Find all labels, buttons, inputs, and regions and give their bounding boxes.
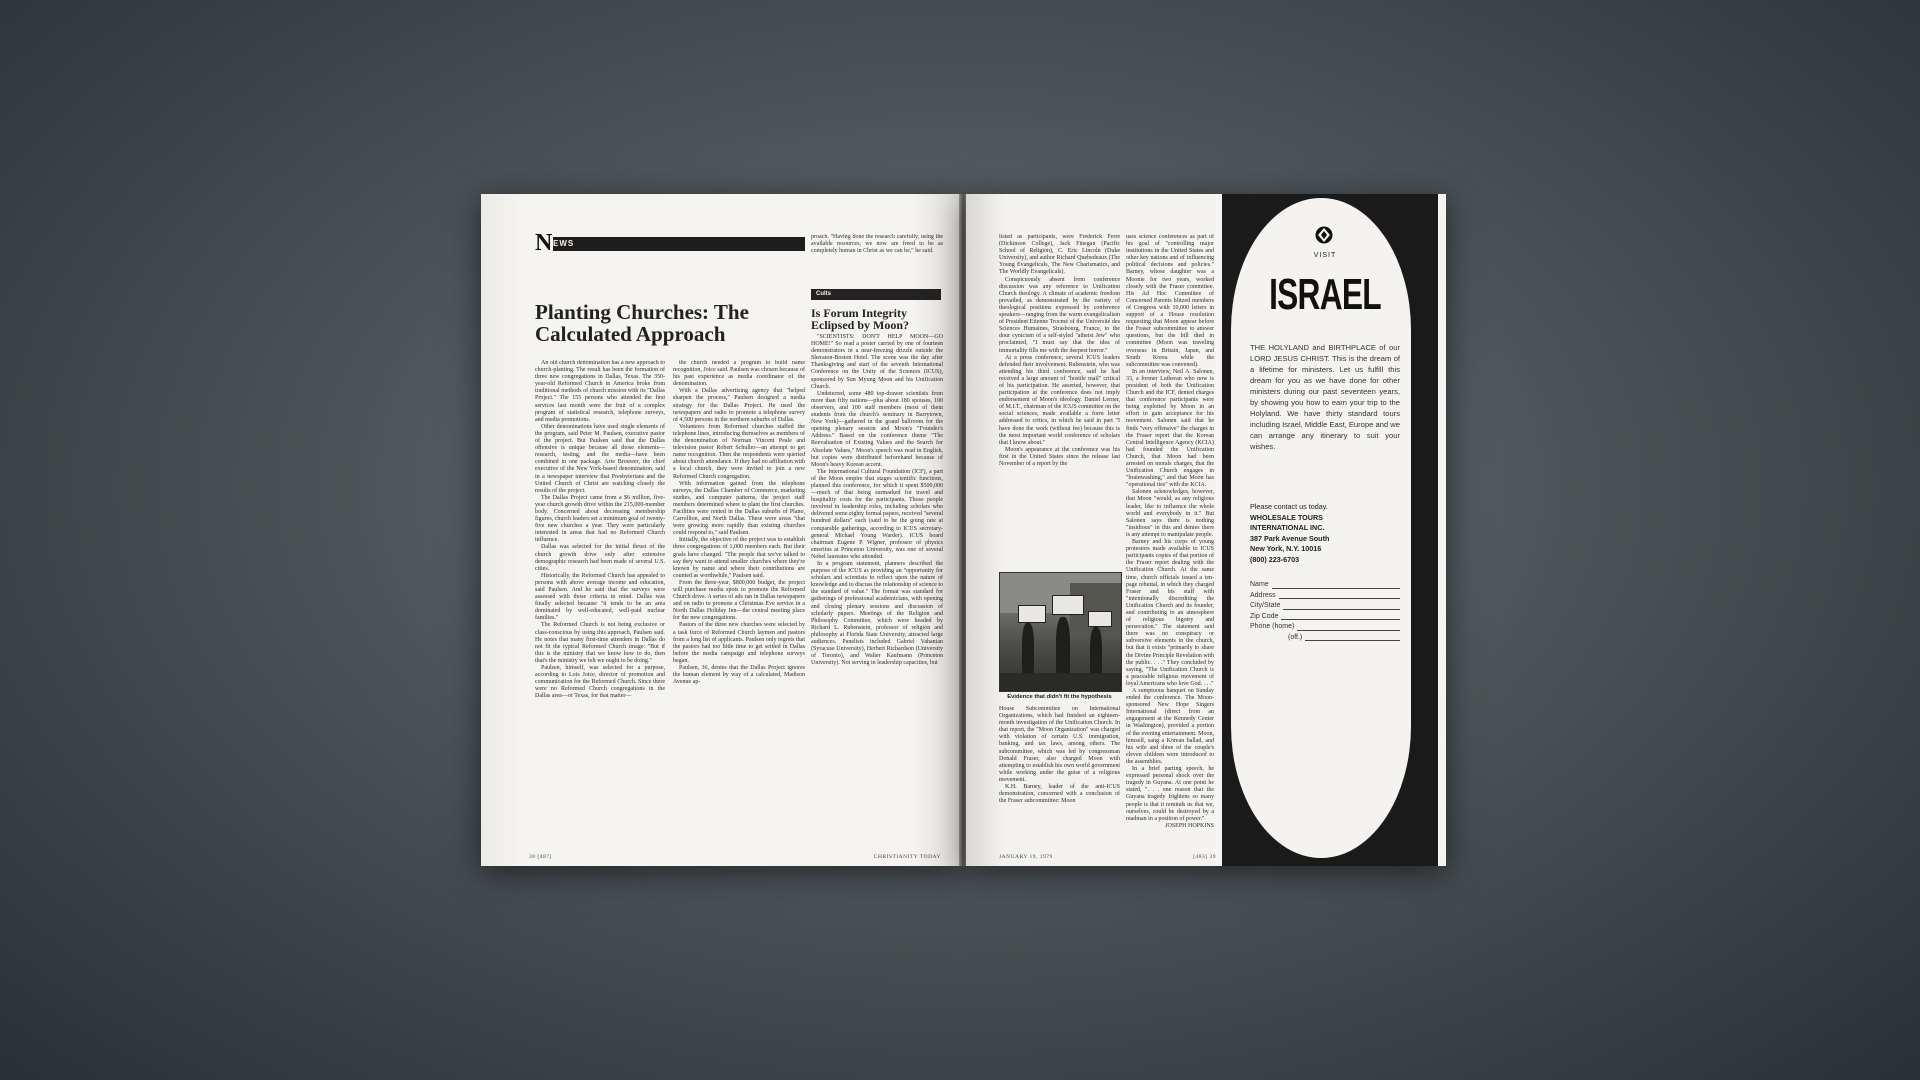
- form-label: (off.): [1288, 633, 1303, 641]
- paragraph: "SCIENTISTS: DON'T HELP MOON—GO HOME!" So read a poster carried by one of fourteen demonstrators in a near-freezing drizzle outside the Sheraton-Boston Hotel. The scene was the day after Thanksgiving and start of the seventh International Conference on the Unity of the Sciences (ICUS), sponsored by Sun Myung Moon and his Unification Church.: [811, 334, 943, 390]
- paragraph: With a Dallas advertising agency that "helped sharpen the process," Paulsen designed a media strategy for the Dallas Project. He used the newspapers and radio to promote a telephone survey of 4,500 persons in the northern suburbs of Dallas.: [673, 388, 805, 423]
- form-row-phone-office: [1250, 633, 1400, 644]
- magazine-spread: [481, 194, 1446, 866]
- ad-coupon-form: [1250, 580, 1400, 643]
- paragraph: From the three-year, $800,000 budget, the project will purchase media spots to promote the Reformed Church drive. A series of ads ran in Dallas newspapers and on radio to promote a Christmas Eve service in a North Dallas Holiday Inn—the central meeting place for the new congregations.: [673, 579, 805, 622]
- article-column-2: [673, 360, 805, 838]
- paragraph: K.H. Barney, leader of the anti-ICUS demonstration, concerned with a conclusion of the Fraser subcommittee: Moon: [999, 784, 1120, 805]
- paragraph: The Dallas Project came from a $6 million, five-year church growth drive within the 215,000-member body. Concerned about decreasing membership figures, church leaders set a minimum goal of twenty-five new churches a year. They were particularly interested in areas that had no Reformed Church influence.: [535, 494, 665, 544]
- paragraph: In a program statement, planners described the purpose of the ICUS as providing an "opportunity for scholars and scientists to reflect upon the nature of knowledge and to discuss the relationship of science to the standard of value." The format was standard for gatherings of professional academicians, with opening and closing plenary sessions and discussion of scholarly papers. Meetings of the Religion and Philosophy Committee, which were headed by Richard L. Rubenstein, professor of religion and philosophy at Florida State University, attracted large audiences. Panelists included Gabriel Vahanian (Syracuse University), Herbert Richardson (University of Toronto), and Walter Kaufmann (Princeton University). Not serving in leadership capacities, but: [811, 561, 943, 667]
- form-line: [1305, 633, 1400, 642]
- photo-street: [1000, 673, 1121, 691]
- ad-company-line-1: WHOLESALE TOURS: [1250, 512, 1323, 522]
- news-initial-letter: N: [535, 230, 553, 256]
- article-column-1: [535, 360, 665, 838]
- article-column-5: [1126, 234, 1214, 846]
- paragraph: The Reformed Church is not being exclusive or class-conscious by using this approach, Paulsen said. He notes that many first-time attenders in Dallas do not fit the typical Reformed Church image: "But if this is the ministry that we know how to do, then that's the ministry we felt we ought to be doing.": [535, 622, 665, 664]
- ad-company-line-2: INTERNATIONAL INC.: [1250, 523, 1325, 532]
- israel-tour-ad: [1222, 194, 1438, 866]
- paragraph: Initially, the objective of the project was to establish three congregations of 1,000 members each. But their goals have changed. "The people that we've talked to say they want to attend smaller churches where they're known by name and where their contributions are counted as worthwhile," Paulsen said.: [673, 537, 805, 579]
- protest-sign: [1018, 605, 1046, 623]
- news-section-label: EWS: [553, 239, 575, 248]
- issue-number: [483]: [1193, 854, 1208, 860]
- paragraph: With information gained from the telephone surveys, the Dallas Chamber of Commerce, marketing studies, and computer patterns, the project staff members determined where to plant the first churches. Facilities were rented in the Dallas suburbs of Plano, Carrollton, and North Dallas. These were areas "that were growing more rapidly than existing churches could respond to," said Paulsen.: [673, 480, 805, 537]
- paragraph: Barney and his corps of young protestors made available to ICUS participants copies of that portion of the Fraser report dealing with the Unification Church. At the same time, church officials issued a ten-page rebuttal, in which they charged Fraser and his staff with "intentionally discrediting the Unification Church and its founder, and contributing to an atmosphere of religious bigotry and persecution." The statement said there was no conspiracy or subversive elements in the church, but that it exists "primarily to share the Divine Principle Revelation with the public. . . ." They concluded by saying, "The Unification Church is a peaceable religious movement of loyal Americans who love God. . . .": [1126, 539, 1214, 687]
- paragraph: In an interview, Neil A. Salonen, 33, a former Lutheran who now is president of both the Unification Church and the ICF, denied charges that conference participants were being exploited by Moon in an effort to gain acceptance for his movement. Salonen said that he finds "very offensive" the charges in the Fraser report that the Korean Central Intelligence Agency (KCIA) had founded the Unification Church, that Moon had been arrested on morals charges, that the Unification Church engages in "brainwashing," and that Moon has "operational ties" with the KCIA.: [1126, 368, 1214, 489]
- article-column-3: [811, 334, 943, 838]
- page-number: 39: [1209, 854, 1216, 860]
- demonstration-photo: [999, 572, 1122, 692]
- article-column-4-bottom: [999, 706, 1120, 846]
- protest-sign: [1052, 595, 1084, 615]
- article-column-4: [999, 234, 1120, 564]
- paragraph: The International Cultural Foundation (ICF), a part of the Moon empire that stages scientific functions, planned this conference, for which it spent $500,000—much of that being earmarked for travel and hospitality costs for the participants. Those people involved in leadership roles, including scholars who delivered some eighty formal papers, received "several hundred dollars" each (said to be the going rate at comparable gatherings, according to ICUS secretary-general Michael Young Warder). ICUS board chairman Eugene P. Wigner, professor of physics emeritus at Princeton University, was one of several Nobel laureates who attended.: [811, 468, 943, 560]
- form-line: [1281, 612, 1400, 621]
- ad-phone: (800) 223-6703: [1250, 554, 1300, 564]
- form-row-phone-home: [1250, 622, 1400, 633]
- form-label: City/State: [1250, 602, 1281, 609]
- protester: [1022, 623, 1034, 673]
- form-label: Name: [1250, 581, 1269, 588]
- article-column-3-top: [811, 234, 943, 276]
- ad-address-line-1: 387 Park Avenue South: [1250, 533, 1330, 543]
- paragraph: Dallas was selected for the initial thrust of the church growth drive only after extensive demographic research had been made of several U.S. cities.: [535, 544, 665, 572]
- page-number: 38: [529, 854, 536, 860]
- issue-number: [487]: [537, 854, 552, 860]
- right-page: [966, 194, 1446, 866]
- paragraph: Volunteers from Reformed churches staffed the telephone lines, introducing themselves as members of the denomination of Norman Vincent Peale and television pastor Robert Schuller—an attempt to get name recognition. Then the respondents were queried about church attendance. If they had no affiliation with a local church, they were invited to join a new Reformed Church congregation.: [673, 423, 805, 480]
- protester: [1090, 627, 1102, 677]
- protester: [1056, 617, 1070, 677]
- folio-right: [1193, 854, 1216, 860]
- byline: JOSEPH HOPKINS: [1165, 822, 1214, 829]
- news-section-bar: [535, 237, 805, 251]
- paragraph: At a press conference, several ICUS leaders defended their involvement. Rubenstein, who was attending his third conference, said he had received a large amount of "hostile mail" critical of his participation. He asserted, however, that participation at the conference does not imply endorsement of Moon's ideology. Daniel Lerner, of M.I.T., chairman of the ICUS committee on the social sciences, made available a form letter addressed to critics, in which he said in part "I have done the work (without fee) because this is the most important world conference of scholars that I know about.": [999, 354, 1120, 446]
- ad-contact-intro: Please contact us today.: [1250, 502, 1328, 511]
- paragraph: House Subcommittee on International Organizations, which had finished an eighteen-month investigation of the Unification Church. In that report, the "Moon Organization" was charged with violation of certain U.S. immigration, banking, and tax laws, among others. The subcommittee, which was led by congressman Donald Fraser, also charged Moon with attempting to establish his own world government while working under the guise of a religious movement.: [999, 706, 1120, 783]
- ad-contact: [1250, 502, 1400, 565]
- paragraph: In a brief parting speech, he expressed personal shock over the tragedy in Guyana. At one point he stated, ". . . one reason that the Guyana tragedy frightens so many people is that it reminds us that we, ourselves, could be destroyed by a madman in a position of power.": [1126, 766, 1214, 822]
- paragraph: proach. "Having done the research carefully, using the available resources, we now are freed to be as completely human in Christ as we can be," he said.: [811, 234, 943, 255]
- article-headline: Planting Churches: The Calculated Approach: [535, 300, 749, 346]
- paragraph: Salonen acknowledges, however, that Moon "would, as any religious leader, like to influence the whole world and everybody in it." But Salonen says there is nothing "insidious" in this and denies there is any attempt to manipulate people.: [1126, 489, 1214, 538]
- paragraph: Paulsen, 36, denies that the Dallas Project ignores the human element by way of a calculated, Madison Avenue ap-: [673, 665, 805, 686]
- paragraph: Conspicuously absent from conference discussion was any reference to Unification Church theology. A climate of academic freedom prevailed, as demonstrated by the variety of theological positions expressed by conference speakers—ranging from the warm evangelicalism of President Etienne Trocmé of the Université des Sciences Humaines, Strasbourg, France, to the dour cynicism of a self-styled "atheist Jew" who proclaimed, "I must say that the idea of immortality fills me with the deepest horror.": [999, 276, 1120, 354]
- paragraph: Undeterred, some 480 top-drawer scientists from more than fifty nations—plus about 180 spouses, 100 observers, and 100 staff members (most of them students from the church's seminary in Barrytown, New York)—gathered in the grand ballroom for the opening plenary session and Moon's "Founder's Address." Based on the conference theme "The Reevaluation of Existing Values and the Search for Absolute Values," Moon's speech was read in English, but copies were distributed beforehand because of Moon's heavy Korean accent.: [811, 390, 943, 468]
- form-row-address: [1250, 591, 1400, 602]
- cults-headline: Is Forum Integrity Eclipsed by Moon?: [811, 306, 910, 332]
- form-line: [1272, 580, 1400, 589]
- news-initial: [535, 232, 553, 254]
- ad-title: ISRAEL: [1269, 270, 1381, 319]
- paragraph: Historically, the Reformed Church has appealed to persons with above average income and education, said Paulsen. And he said that the surveys were assessed with those criteria in mind. Dallas was finally selected because "it tends to be an area dominated by well-educated, well-paid nuclear families.": [535, 572, 665, 622]
- form-label: Phone (home): [1250, 623, 1295, 630]
- paragraph: An old church denomination has a new approach to church-planting. The result has been the formation of three new congregations in Dallas, Texas. The 350-year-old Reformed Church in America broke from traditional methods of church mission with its "Dallas Project." The 155 persons who attended the first services last month were the fruit of a complex program of statistical research, telephone surveys, and media promotions.: [535, 360, 665, 423]
- paragraph: uses science conferences as part of his goal of "controlling major institutions in the United States and other key nations and of influencing political decisions and policies." Barney, whose daughter was a Moonie for two years, worked closely with the Fraser committee. His Ad Hoc Committee of Concerned Parents blitzed members of Congress with 10,000 letters in support of a House resolution requesting that Moon appear before the Fraser subcommittee to answer questions, but the bill died in committee (Moon was traveling overseas in Britain, Japan, and South Korea while the subcommittee was convened).: [1126, 234, 1214, 368]
- form-line: [1283, 601, 1400, 610]
- form-row-zip: [1250, 612, 1400, 623]
- form-line: [1279, 591, 1400, 600]
- folio-left-magazine: CHRISTIANITY TODAY: [873, 854, 941, 860]
- ad-address-line-2: New York, N.Y. 10016: [1250, 544, 1322, 553]
- ad-body: THE HOLYLAND and BIRTHPLACE of our LORD JESUS CHRIST. This is the dream of a lifetime for ministers. Let us fulfill this dream for you as we have done for other ministers during our past seventeen years, by showing you how to earn your trip to the Holyland. We have thirty standard tours including Israel, Middle East, Europe and we can arrange any itinerary to suit your wishes.: [1250, 343, 1400, 451]
- left-page: [481, 194, 961, 866]
- paragraph: listed as participants, were Frederick Ferre (Dickinson College), Jack Finegan (Pacific School of Religion), C. Eric Lincoln (Duke University), and author Richard Quebedeaux (The Young Evangelicals, The New Charismatics, and The Worldly Evangelicals).: [999, 234, 1120, 276]
- form-line: [1297, 622, 1400, 631]
- photo-caption: Evidence that didn't fit the hypothesis: [1007, 694, 1112, 700]
- protest-sign: [1088, 611, 1112, 627]
- cults-section-label: Cults: [816, 291, 831, 297]
- form-label: Zip Code: [1250, 612, 1279, 620]
- form-row-city: [1250, 601, 1400, 612]
- star-logo-icon: [1315, 226, 1333, 244]
- paragraph: Paulsen, himself, was selected for a purpose, according to Lois Joice, director of promotion and communication for the Reformed Church. Since there were no Reformed Church congregations in the Dallas area—or Texas, for that matter—: [535, 665, 665, 700]
- folio-left: [529, 854, 552, 860]
- paragraph: Moon's appearance at the conference was his first in the United States since the release last November of a report by the: [999, 446, 1120, 467]
- paragraph: Other denominations have used single elements of the program, said Peter M. Paulsen, executive pastor of the project. But Paulsen said that the Dallas offensive is unique because all those elements—research, testing, and the media—have been combined in one package. Arie Brouwer, the chief executive of the New York-based denomination, said in a newspaper interview that Presbyterians and the United Church of Christ are watching closely the results of the project.: [535, 423, 665, 494]
- ad-visit-text: VISIT: [1313, 252, 1337, 259]
- folio-right-date: JANUARY 19, 1979: [999, 854, 1053, 860]
- paragraph: Pastors of the three new churches were selected by a task force of Reformed Church laymen and pastors from a long list of applicants. Paulsen only regrets that the pastors had too little time to get settled in Dallas before the media campaign and telephone surveys began.: [673, 622, 805, 664]
- form-row-name: [1250, 580, 1400, 591]
- paragraph: A sumptuous banquet on Sunday ended the conference. The Moon-sponsored New Hope Singers International (direct from an engagement at the Kennedy Center in Washington), provided a portion of the evening entertainment. Moon, himself, sang a Korean ballad, and his wife and three of the couple's eleven children were introduced to the assemblies.: [1126, 688, 1214, 765]
- form-label: Address: [1250, 591, 1276, 599]
- paragraph: the church needed a program to build name recognition, Joice said. Paulsen was chosen because of his past experience as media coordinator of the denomination.: [673, 360, 805, 388]
